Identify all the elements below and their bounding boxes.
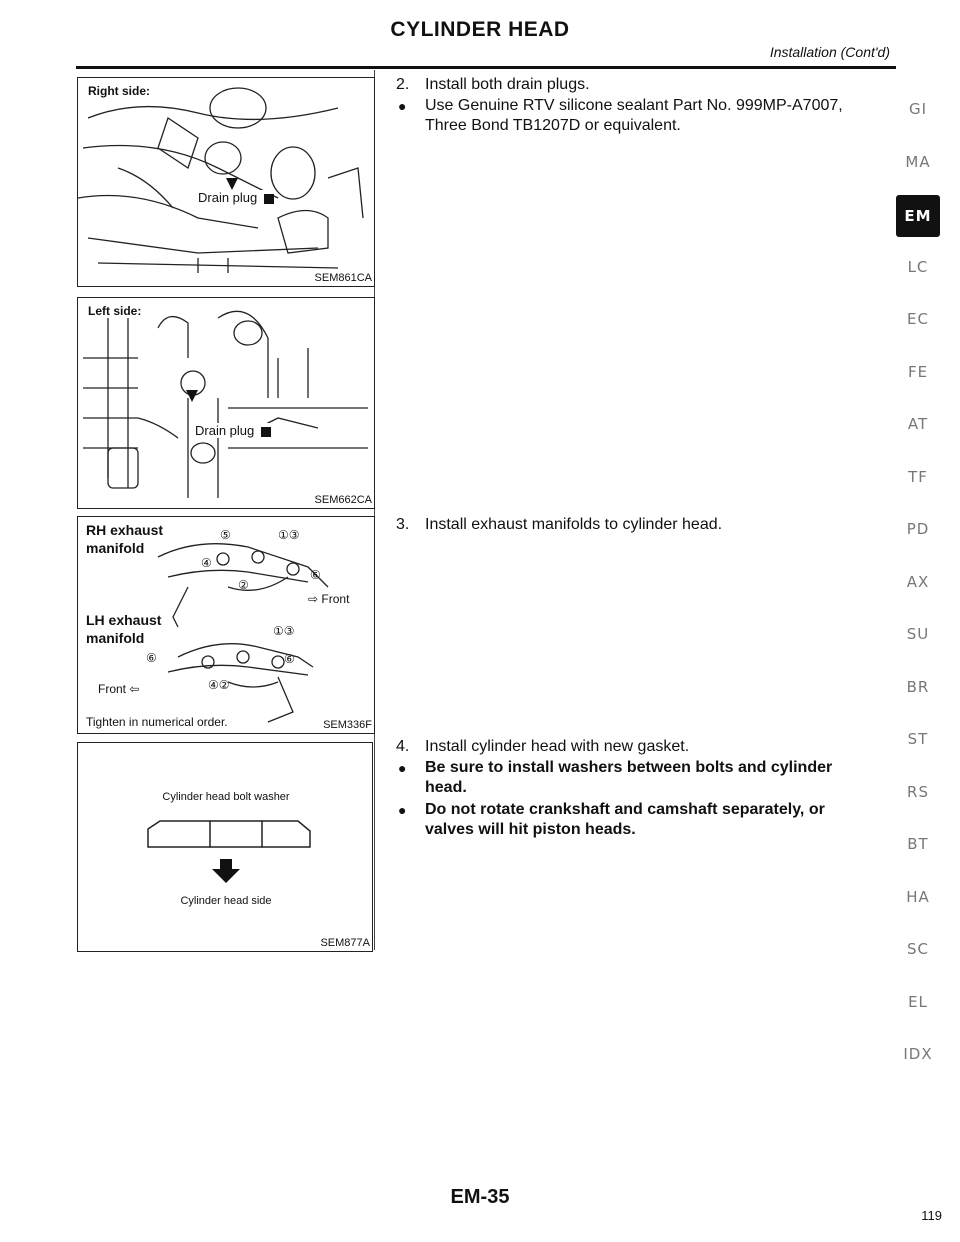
front-indicator-right — [308, 592, 349, 606]
section-tab-su[interactable]: SU — [906, 625, 930, 643]
page-number: 119 — [921, 1208, 942, 1223]
drain-plug-label: Drain plug — [195, 423, 255, 438]
washer-label: Cylinder head bolt washer — [162, 791, 290, 803]
figure-exhaust-manifolds — [77, 516, 375, 734]
bullet-icon: ● — [398, 802, 407, 818]
drain-plug-callout — [195, 423, 271, 438]
step-4 — [396, 737, 876, 757]
section-tab-st[interactable]: ST — [907, 730, 929, 748]
figure-code: SEM877A — [320, 937, 370, 949]
front-label: Front — [98, 682, 127, 696]
step-number: 3. — [396, 516, 410, 533]
step-text: Install both drain plugs. — [425, 76, 590, 93]
step-3 — [396, 515, 876, 535]
section-tab-rs[interactable]: RS — [907, 782, 929, 801]
figure-label-left-side: Left side: — [88, 304, 142, 318]
bolt-number: ①③ — [273, 624, 295, 638]
section-tab-sc[interactable]: SC — [907, 940, 929, 958]
bullet-text: Use Genuine RTV silicone sealant Part No. 999MP-A7007, Three Bond TB1207D or equivalent. — [425, 97, 843, 134]
step-number: 2. — [396, 76, 410, 93]
header-rule — [76, 66, 896, 69]
step-text: Install cylinder head with new gasket. — [425, 738, 690, 755]
section-tab-idx[interactable]: IDX — [903, 1045, 933, 1063]
bolt-number: ④ — [201, 556, 212, 570]
engine-illustration-right — [78, 78, 375, 287]
section-tab-ma[interactable]: MA — [905, 152, 931, 171]
step-4-bullet-rotate — [396, 800, 876, 840]
section-tab-bt[interactable]: BT — [907, 835, 929, 853]
figure-bolt-washer — [77, 742, 373, 952]
section-tab-tf[interactable]: TF — [908, 467, 928, 486]
bullet-text: Do not rotate crankshaft and camshaft separately, or valves will hit piston heads. — [425, 801, 825, 838]
figure-left-side-drain-plug — [77, 297, 375, 509]
step-text: Install exhaust manifolds to cylinder head. — [425, 516, 723, 533]
section-tab-ec[interactable]: EC — [907, 310, 929, 328]
section-tab-em[interactable]: EM — [896, 195, 940, 237]
step-2 — [396, 75, 876, 95]
bolt-number: ⑥ — [284, 652, 295, 666]
section-tab-ha[interactable]: HA — [906, 887, 930, 906]
bolt-number: ④② — [208, 678, 230, 692]
figure-code: SEM861CA — [314, 272, 372, 284]
rh-exhaust-label: RH exhaust manifold — [86, 522, 164, 556]
engine-illustration-left — [78, 298, 375, 509]
bolt-number: ⑤ — [220, 528, 231, 542]
bolt-number: ⑥ — [146, 651, 157, 665]
bolt-number: ⑥ — [310, 568, 321, 582]
tighten-note: Tighten in numerical order. — [86, 715, 228, 729]
section-tab-at[interactable]: AT — [907, 415, 929, 433]
lh-exhaust-label: LH exhaust manifold — [86, 612, 162, 646]
arrow-down-icon — [212, 859, 240, 883]
bolt-number: ② — [238, 578, 249, 592]
step-4-bullet-washers — [396, 758, 876, 798]
bolt-number: ①③ — [278, 528, 300, 542]
arrow-right-icon: ⇨ — [308, 592, 319, 606]
section-tab-fe[interactable]: FE — [907, 362, 929, 381]
bullet-icon: ● — [398, 760, 407, 776]
step-number: 4. — [396, 738, 410, 755]
bullet-text: Be sure to install washers between bolts and cylinder head. — [425, 759, 833, 796]
step-2-bullet — [396, 96, 876, 136]
section-tab-gi[interactable]: GI — [908, 100, 928, 118]
front-indicator-left — [98, 682, 139, 696]
washer-illustration — [78, 743, 373, 952]
section-tab-ax[interactable]: AX — [906, 572, 930, 591]
drain-plug-callout — [198, 190, 274, 205]
drain-plug-label: Drain plug — [198, 190, 258, 205]
section-tab-lc[interactable]: LC — [907, 257, 929, 276]
bullet-icon: ● — [398, 98, 407, 114]
figure-code: SEM662CA — [314, 494, 372, 506]
arrow-left-icon: ⇦ — [129, 682, 140, 696]
section-tab-pd[interactable]: PD — [906, 520, 930, 538]
figure-code: SEM336F — [323, 719, 372, 731]
section-tab-br[interactable]: BR — [906, 677, 930, 696]
page-subtitle: Installation (Cont'd) — [769, 44, 890, 60]
figure-right-side-drain-plug — [77, 77, 375, 287]
sealant-icon — [264, 194, 274, 204]
head-side-label: Cylinder head side — [180, 895, 272, 907]
figure-label-right-side: Right side: — [88, 84, 150, 98]
page-title: CYLINDER HEAD — [390, 18, 570, 41]
front-label: Front — [321, 592, 350, 606]
page-code: EM-35 — [450, 1186, 510, 1208]
section-tab-el[interactable]: EL — [908, 992, 928, 1011]
sealant-icon — [261, 427, 271, 437]
